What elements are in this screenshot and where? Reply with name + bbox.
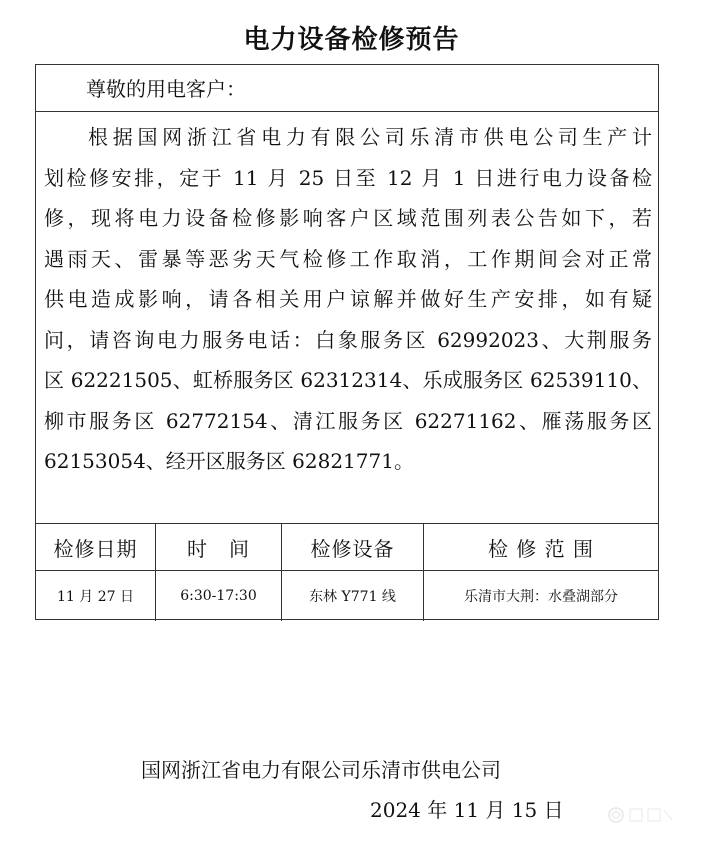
cell-scope: 乐清市大荆：水叠湖部分 [464, 589, 618, 605]
watermark-icon [606, 800, 676, 830]
body-line: 划检修安排，定于 11 月 25 日至 12 月 1 日进行电力设备检 [44, 165, 652, 190]
body-line: 修，现将电力设备检修影响客户区域范围列表公告如下，若 [44, 206, 652, 230]
header-maintenance-date: 检修日期 [53, 537, 138, 561]
body-line: 问，请咨询电力服务电话：白象服务区 62992023、大荆服务 [44, 327, 652, 352]
issuing-organization: 国网浙江省电力有限公司乐清市供电公司 [141, 758, 501, 782]
cell-time: 6:30-17:30 [180, 588, 257, 604]
body-line: 供电造成影响，请各相关用户谅解并做好生产安排，如有疑 [44, 287, 652, 311]
header-equipment: 检修设备 [310, 537, 395, 561]
body-line: 根据国网浙江省电力有限公司乐清市供电公司生产计 [88, 125, 652, 149]
notice-body [36, 117, 660, 482]
issue-date: 2024 年 11 月 15 日 [370, 798, 564, 822]
page-title: 电力设备检修预告 [243, 25, 460, 55]
row-divider [36, 111, 658, 112]
header-scope: 检 修 范 围 [487, 537, 595, 561]
body-line: 遇雨天、雷暴等恶劣天气检修工作取消，工作期间会对正常 [44, 246, 652, 271]
cell-date: 11 月 27 日 [57, 589, 134, 605]
salutation: 尊敬的用电客户： [86, 77, 246, 101]
body-line: 柳市服务区 62772154、清江服务区 62271162、雁荡服务区 [44, 408, 652, 433]
body-line: 区 62221505、虹桥服务区 62312314、乐成服务区 62539110、 [44, 368, 652, 392]
header-time: 时 间 [187, 537, 250, 561]
body-line: 62153054、经开区服务区 62821771。 [44, 449, 414, 473]
notice-table [35, 64, 659, 620]
cell-equipment: 东林 Y771 线 [309, 589, 396, 605]
